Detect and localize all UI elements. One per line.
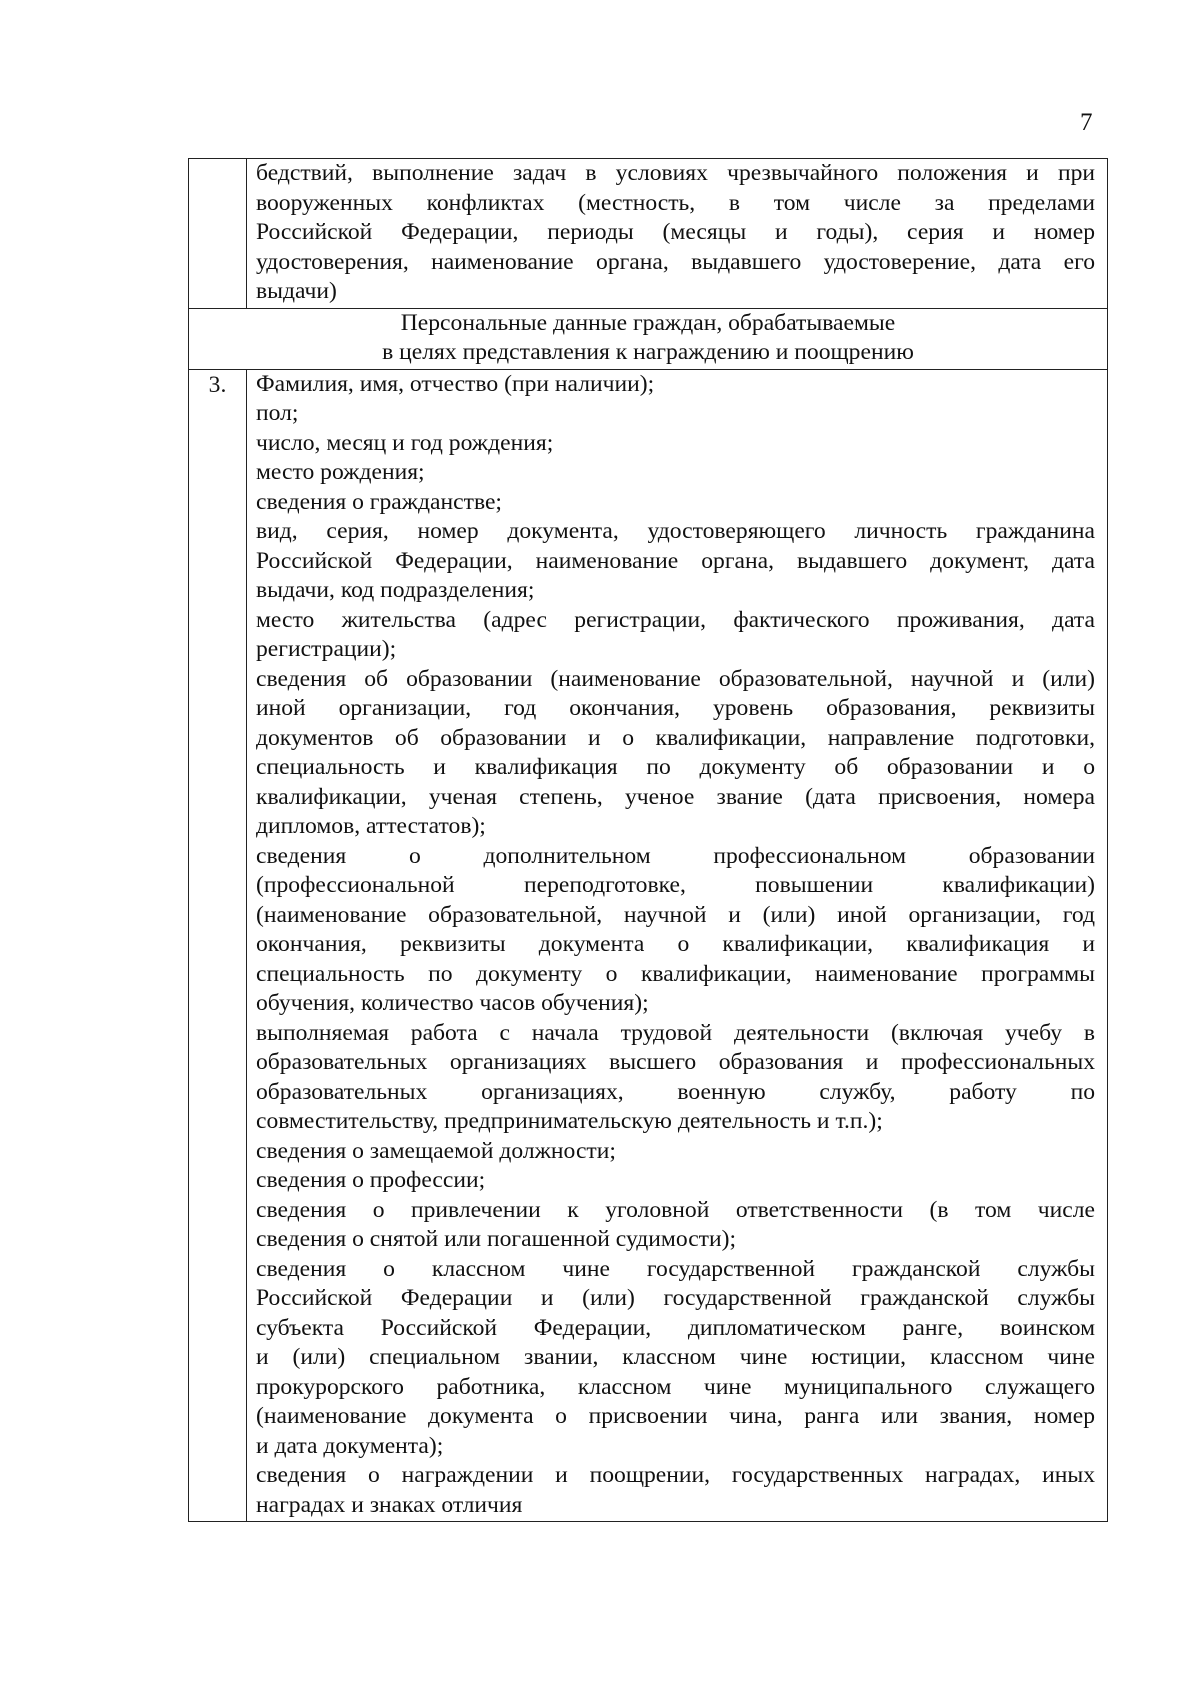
table-row-3 — [189, 369, 1108, 1522]
text-line: специальность и квалификация по документу об образовании и о — [256, 754, 1095, 780]
text-line: образовательных организациях высшего образования и профессиональных — [256, 1049, 1095, 1075]
text-line: иной организации, год окончания, уровень образования, реквизиты — [256, 695, 1095, 721]
text-line: сведения о классном чине государственной гражданской службы — [256, 1255, 1095, 1282]
text-line: документов об образовании и о квалификации, направление подготовки, — [256, 724, 1095, 751]
text-line: пол; — [256, 400, 299, 426]
text-line: и дата документа); — [256, 1432, 444, 1459]
section-header-cell — [189, 308, 1108, 369]
section-header-line-2: в целях представления к награждению и поощрению — [382, 339, 914, 365]
text-line: сведения о замещаемой должности; — [256, 1137, 616, 1164]
text-line: сведения о профессии; — [256, 1167, 486, 1193]
text-line: Фамилия, имя, отчество (при наличии); — [256, 370, 655, 397]
text-line: выдачи) — [256, 278, 337, 304]
text-line: квалификации, ученая степень, ученое звание (дата присвоения, номера — [256, 783, 1095, 810]
text-line: и (или) специальном звании, классном чине юстиции, классном чине — [256, 1344, 1095, 1370]
section-header-row — [189, 308, 1108, 369]
row-number: 3. — [189, 369, 247, 1522]
text-line: сведения о привлечении к уголовной ответственности (в том числе — [256, 1196, 1095, 1223]
text-line: вид, серия, номер документа, удостоверяющего личность гражданина — [256, 518, 1095, 544]
text-line: Российской Федерации и (или) государственной гражданской службы — [256, 1285, 1095, 1311]
text-line: (профессиональной переподготовке, повышении квалификации) — [256, 872, 1095, 898]
text-line: дипломов, аттестатов); — [256, 813, 486, 839]
text-line: специальность по документу о квалификации, наименование программы — [256, 960, 1095, 987]
text-line: сведения о дополнительном профессиональном образовании — [256, 842, 1095, 869]
text-line: (наименование документа о присвоении чина, ранга или звания, номер — [256, 1403, 1095, 1429]
text-line: совместительству, предпринимательскую деятельность и т.п.); — [256, 1108, 883, 1134]
text-line: число, месяц и год рождения; — [256, 429, 554, 456]
text-line: сведения об образовании (наименование образовательной, научной и (или) — [256, 665, 1095, 692]
text-line: Российской Федерации, наименование органа, выдавшего документ, дата — [256, 547, 1095, 574]
text-line: сведения о гражданстве; — [256, 488, 502, 515]
text-line: удостоверения, наименование органа, выдавшего удостоверение, дата его — [256, 248, 1095, 275]
text-line: регистрации); — [256, 636, 397, 662]
row-3-content-cell — [247, 369, 1108, 1522]
page-number: 7 — [1080, 109, 1093, 136]
text-line: место рождения; — [256, 459, 425, 485]
text-line: вооруженных конфликтах (местность, в том числе за пределами — [256, 189, 1095, 216]
text-line: Российской Федерации, периоды (месяцы и годы), серия и номер — [256, 219, 1095, 245]
text-line: выполняемая работа с начала трудовой деятельности (включая учебу в — [256, 1019, 1095, 1046]
text-line: сведения о снятой или погашенной судимости); — [256, 1226, 737, 1252]
continuation-content-cell — [247, 159, 1108, 309]
text-line: субъекта Российской Федерации, дипломатическом ранге, воинском — [256, 1314, 1095, 1341]
text-line: образовательных организациях, военную службу, работу по — [256, 1078, 1095, 1105]
text-line: (наименование образовательной, научной и (или) иной организации, год — [256, 901, 1095, 928]
text-line: наградах и знаках отличия — [256, 1491, 523, 1518]
continuation-row — [189, 159, 1108, 309]
text-line: обучения, количество часов обучения); — [256, 990, 649, 1016]
text-line: место жительства (адрес регистрации, фактического проживания, дата — [256, 606, 1095, 633]
section-header-line-1: Персональные данные граждан, обрабатываемые — [400, 309, 896, 336]
text-line: окончания, реквизиты документа о квалификации, квалификация и — [256, 931, 1095, 957]
personal-data-table — [188, 158, 1108, 1522]
continuation-number-cell — [189, 159, 247, 309]
text-line: сведения о награждении и поощрении, государственных наградах, иных — [256, 1462, 1095, 1488]
text-line: прокурорского работника, классном чине муниципального служащего — [256, 1373, 1095, 1400]
text-line: бедствий, выполнение задач в условиях чрезвычайного положения и при — [256, 160, 1095, 186]
text-line: выдачи, код подразделения; — [256, 577, 535, 603]
